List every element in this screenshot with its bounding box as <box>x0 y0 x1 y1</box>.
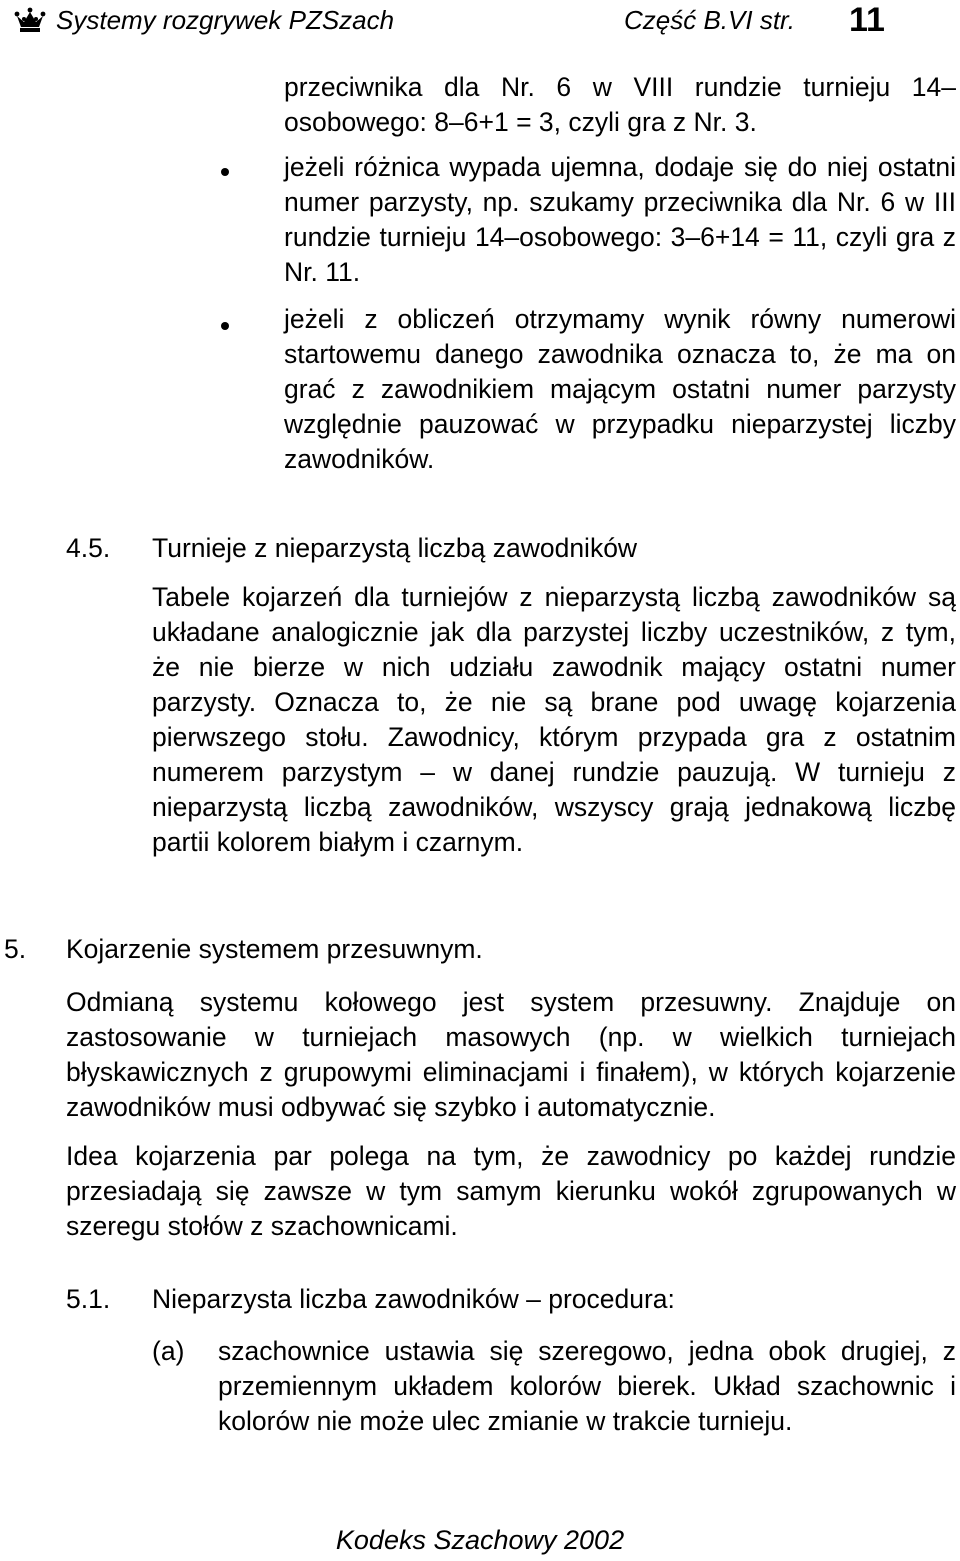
section-4-5-title: Turnieje z nieparzystą liczbą zawodników <box>152 533 638 563</box>
page-footer: Kodeks Szachowy 2002 <box>335 1525 625 1555</box>
bullet-item-equal-result: jeżeli z obliczeń otrzymamy wynik równy numerowi startowemu danego zawodnika oznacza to, że ma on grać z zawodnikiem mającym ostatni numer parzysty względnie pauzować w przypadku nieparzystej liczby zawodników. <box>284 304 956 474</box>
section-5-paragraph-1: Odmianą systemu kołowego jest system przesuwny. Znajduje on zastosowanie w turniejach masowych (np. w wielkich turniejach błyskawicznych z grupowymi eliminacjami i finałem), w których kojarzenie zawodników musi odbywać się szybko i automatycznie. <box>66 987 956 1122</box>
section-5-paragraph-2: Idea kojarzenia par polega na tym, że zawodnicy po każdej rundzie przesiadają się zawsze w tym samym kierunku wokół zgrupowanych w szeregu stołów z szachownicami. <box>66 1141 956 1241</box>
bullet-marker <box>221 322 229 330</box>
chess-queen-icon <box>14 7 46 33</box>
header-title: Systemy rozgrywek PZSzach <box>56 5 395 35</box>
item-a-text: szachownice ustawia się szeregowo, jedna obok drugiej, z przemiennym układem kolorów bierek. Układ szachownic i kolorów nie może ulec zmianie w trakcie turnieju. <box>218 1336 956 1436</box>
section-5-title: Kojarzenie systemem przesuwnym. <box>66 934 483 964</box>
section-5-1-title: Nieparzysta liczba zawodników – procedura: <box>152 1284 675 1314</box>
page-header <box>14 0 944 40</box>
header-part: Część B.VI str. <box>624 5 795 35</box>
section-4-5-paragraph: Tabele kojarzeń dla turniejów z nieparzystą liczbą zawodników są układane analogicznie jak dla parzystej liczby uczestników, z tym, że nie bierze w nich udziału zawodnik mający ostatni numer parzysty. Oznacza to, że nie są brane pod uwagę kojarzenia pierwszego stołu. Zawodnicy, którym przypada gra z ostatnim numerem parzystym – w danej rundzie pauzują. W turnieju z nieparzystą liczbą zawodników, wszyscy grają jednakową liczbę partii kolorem białym i czarnym. <box>152 582 956 857</box>
continuation-paragraph: przeciwnika dla Nr. 6 w VIII rundzie turnieju 14–osobowego: 8–6+1 = 3, czyli gra z Nr. 3. <box>284 72 956 137</box>
item-a-label: (a) <box>152 1336 185 1366</box>
section-5-1-number: 5.1. <box>66 1284 111 1314</box>
bullet-marker <box>221 168 229 176</box>
header-page-number: 11 <box>849 1 885 39</box>
section-4-5-number: 4.5. <box>66 533 111 563</box>
section-5-number: 5. <box>4 934 27 964</box>
bullet-item-negative-difference: jeżeli różnica wypada ujemna, dodaje się do niej ostatni numer parzysty, np. szukamy przeciwnika dla Nr. 6 w III rundzie turnieju 14–osobowego: 3–6+14 = 11, czyli gra z Nr. 11. <box>284 152 956 287</box>
